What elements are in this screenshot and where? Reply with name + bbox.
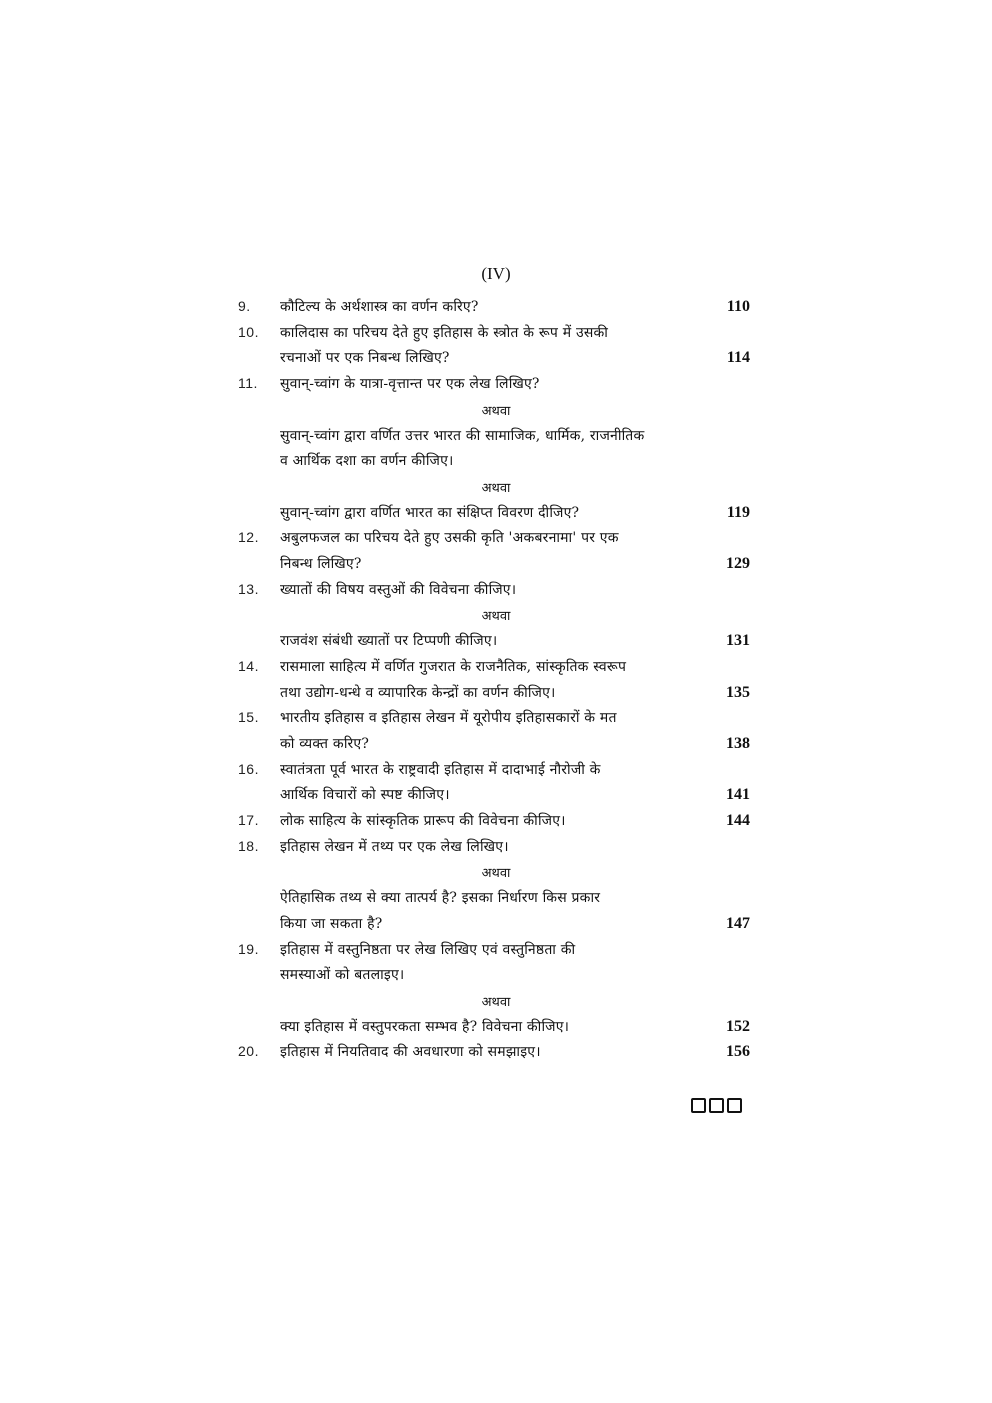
toc-line	[0, 296, 992, 322]
toc-line	[0, 887, 992, 913]
toc-line	[0, 707, 992, 733]
question-text: सुवान्-च्वांग द्वारा वर्णित भारत का संक्षिप्त विवरण दीजिए?	[280, 504, 580, 521]
toc-line	[0, 964, 992, 990]
toc-line	[0, 450, 992, 476]
end-marks	[691, 1098, 742, 1113]
page-number: 141	[726, 786, 750, 804]
toc-line	[0, 579, 992, 605]
question-text: इतिहास लेखन में तथ्य पर एक लेख लिखिए।	[280, 838, 509, 855]
toc-line	[0, 759, 992, 785]
question-number: 19.	[238, 940, 259, 957]
question-number: 11.	[238, 375, 258, 392]
or-separator	[0, 861, 992, 887]
question-number: 12.	[238, 529, 259, 546]
toc-line	[0, 656, 992, 682]
end-mark-box	[709, 1098, 724, 1113]
toc-line	[0, 630, 992, 656]
question-text: तथा उद्योग-धन्धे व व्यापारिक केन्द्रों का वर्णन कीजिए।	[280, 684, 556, 701]
question-number: 9.	[238, 298, 251, 314]
or-label: अथवा	[481, 480, 511, 496]
toc-line	[0, 322, 992, 348]
toc-line	[0, 836, 992, 862]
toc-line	[0, 810, 992, 836]
question-number: 14.	[238, 657, 259, 674]
question-number: 10.	[238, 323, 259, 340]
or-label: अथवा	[481, 609, 511, 625]
question-number: 17.	[238, 812, 259, 828]
page-number: 131	[726, 632, 750, 650]
question-text: भारतीय इतिहास व इतिहास लेखन में यूरोपीय इतिहासकारों के मत	[280, 710, 617, 727]
toc-line	[0, 527, 992, 553]
or-separator	[0, 399, 992, 425]
toc-line	[0, 553, 992, 579]
toc-line	[0, 939, 992, 965]
page-number: 135	[726, 683, 750, 701]
end-mark-box	[727, 1098, 742, 1113]
question-text: आर्थिक विचारों को स्पष्ट कीजिए।	[280, 787, 450, 804]
question-text: कालिदास का परिचय देते हुए इतिहास के स्त्रोत के रूप में उसकी	[280, 324, 609, 341]
or-label: अथवा	[481, 866, 511, 882]
toc-line	[0, 682, 992, 708]
question-text: लोक साहित्य के सांस्कृतिक प्रारूप की विवेचना कीजिए।	[280, 813, 566, 829]
end-mark-box	[691, 1098, 706, 1113]
page-number: 114	[726, 349, 750, 367]
toc-line	[0, 1016, 992, 1042]
question-text: सुवान्-च्वांग के यात्रा-वृत्तान्त पर एक लेख लिखिए?	[280, 376, 540, 393]
or-separator	[0, 604, 992, 630]
question-text: ख्यातों की विषय वस्तुओं की विवेचना कीजिए।	[280, 581, 517, 598]
toc-line	[0, 502, 992, 528]
page-label: (IV)	[481, 264, 511, 283]
question-number: 16.	[238, 760, 259, 777]
question-text: अबुलफजल का परिचय देते हुए उसकी कृति 'अकबरनामा' पर एक	[280, 530, 619, 547]
question-text: रचनाओं पर एक निबन्ध लिखिए?	[280, 350, 450, 367]
question-text: इतिहास में वस्तुनिष्ठता पर लेख लिखिए एवं वस्तुनिष्ठता की	[280, 941, 576, 958]
question-text: व आर्थिक दशा का वर्णन कीजिए।	[280, 453, 454, 470]
question-text: समस्याओं को बतलाइए।	[280, 967, 405, 984]
page-number: 144	[726, 812, 750, 829]
page-number: 138	[726, 734, 750, 752]
page-number: 129	[726, 555, 750, 572]
question-text: निबन्ध लिखिए?	[280, 556, 362, 572]
page-number: 119	[726, 503, 750, 521]
page-number: 147	[726, 914, 750, 932]
question-number: 20.	[238, 1043, 259, 1060]
or-label: अथवा	[481, 994, 511, 1010]
question-text: सुवान्-च्वांग द्वारा वर्णित उत्तर भारत की सामाजिक, धार्मिक, राजनीतिक	[280, 427, 645, 444]
question-text: क्या इतिहास में वस्तुपरकता सम्भव है? विवेचना कीजिए।	[280, 1018, 570, 1035]
toc-line	[0, 784, 992, 810]
toc-line	[0, 373, 992, 399]
or-label: अथवा	[481, 403, 511, 419]
or-separator	[0, 990, 992, 1016]
question-text: रासमाला साहित्य में वर्णित गुजरात के राजनैतिक, सांस्कृतिक स्वरूप	[280, 658, 627, 675]
question-text: राजवंश संबंधी ख्यातों पर टिप्पणी कीजिए।	[280, 633, 498, 650]
toc-line	[0, 733, 992, 759]
question-number: 13.	[238, 580, 259, 597]
page-number: 152	[726, 1017, 750, 1035]
toc-line	[0, 347, 992, 373]
question-number: 18.	[238, 837, 259, 854]
toc-line	[0, 1041, 992, 1067]
page-number: 156	[726, 1043, 750, 1061]
toc-line	[0, 425, 992, 451]
question-number: 15.	[238, 709, 259, 726]
question-text: स्वातंत्रता पूर्व भारत के राष्ट्रवादी इतिहास में दादाभाई नौरोजी के	[280, 761, 601, 778]
page-number: 110	[726, 298, 750, 315]
question-text: को व्यक्त करिए?	[280, 735, 370, 752]
question-text: ऐतिहासिक तथ्य से क्या तात्पर्य है? इसका निर्धारण किस प्रकार	[280, 890, 601, 907]
toc-line	[0, 913, 992, 939]
question-text: इतिहास में नियतिवाद की अवधारणा को समझाइए।	[280, 1044, 541, 1061]
question-text: कौटिल्य के अर्थशास्त्र का वर्णन करिए?	[280, 299, 479, 315]
or-separator	[0, 476, 992, 502]
question-text: किया जा सकता है?	[280, 915, 383, 932]
